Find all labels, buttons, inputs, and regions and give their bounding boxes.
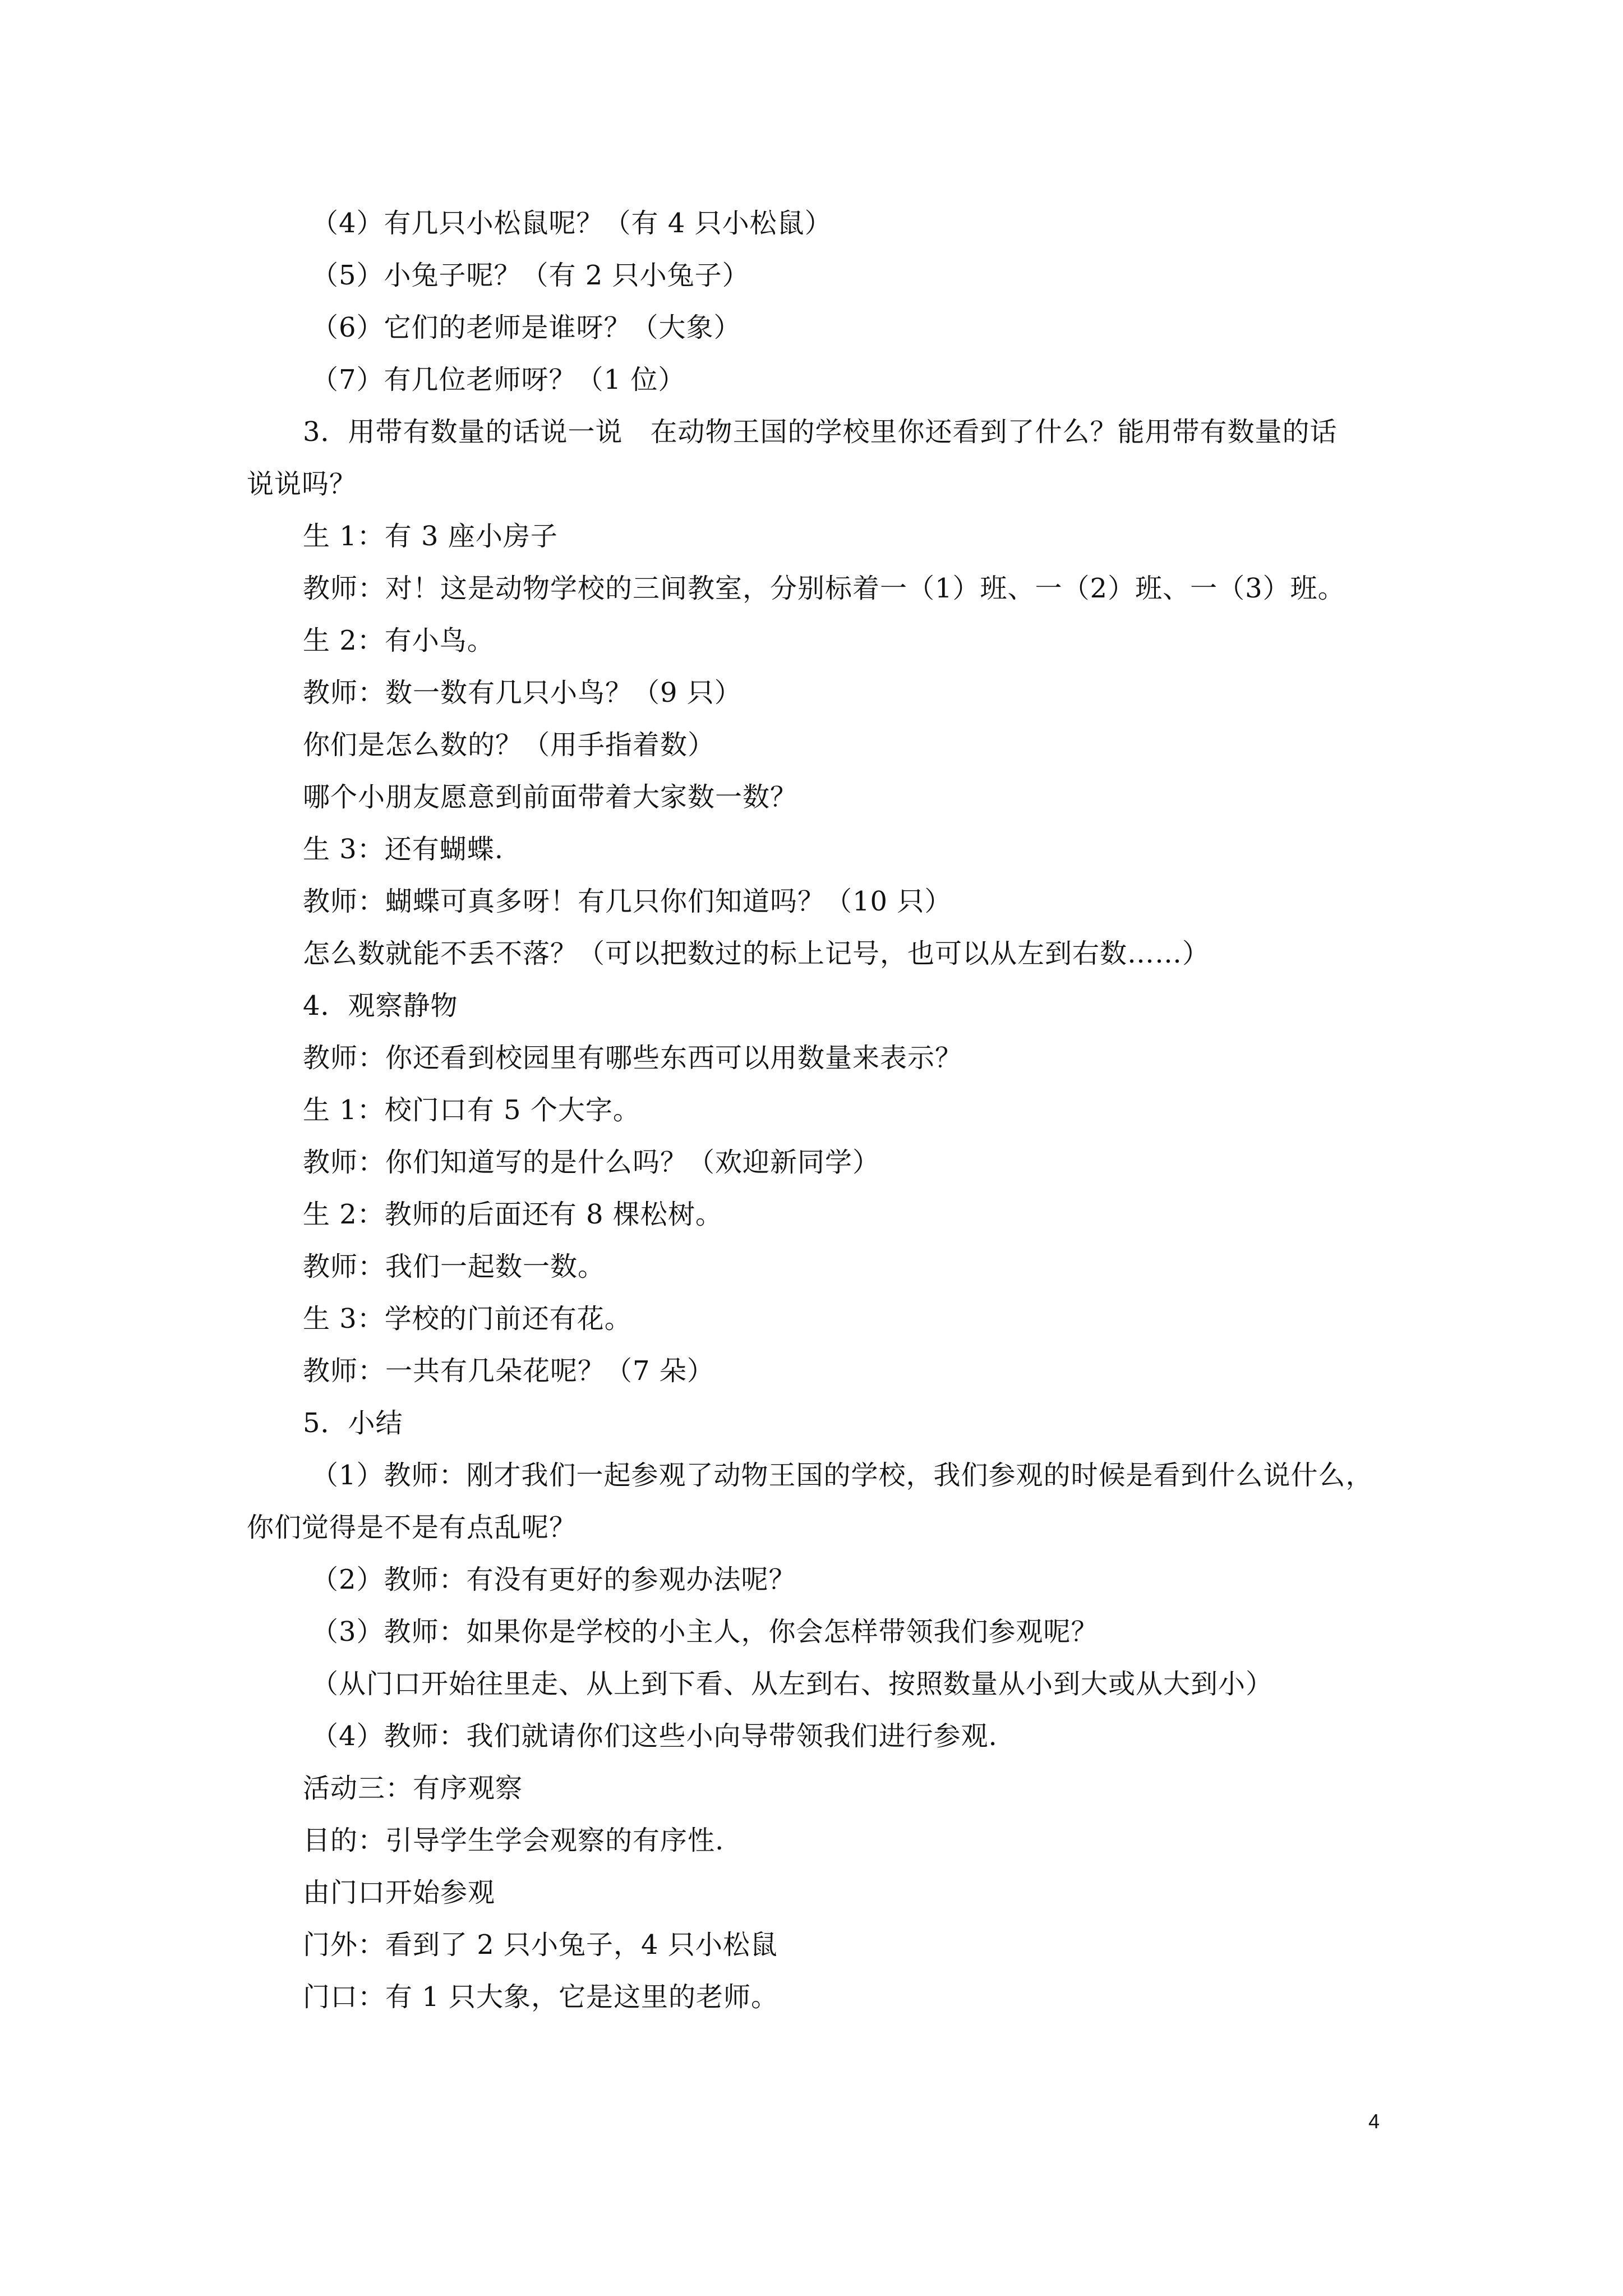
- text-line: 教师：你们知道写的是什么吗？（欢迎新同学）: [303, 1147, 880, 1178]
- text-line: （从门口开始往里走、从上到下看、从左到右、按照数量从小到大或从大到小）: [311, 1668, 1274, 1700]
- text-line: 你们是怎么数的？（用手指着数）: [303, 729, 716, 761]
- text-line: 生 2：教师的后面还有 8 棵松树。: [303, 1199, 723, 1230]
- text-line: 教师：你还看到校园里有哪些东西可以用数量来表示？: [303, 1042, 963, 1074]
- text-line: 生 3：学校的门前还有花。: [303, 1303, 632, 1335]
- text-line: 教师：蝴蝶可真多呀！有几只你们知道吗？（10 只）: [303, 886, 952, 917]
- text-line: （2）教师：有没有更好的参观办法呢？: [311, 1564, 796, 1595]
- text-line: （7）有几位老师呀？（1 位）: [311, 364, 686, 395]
- text-line: 你们觉得是不是有点乱呢？: [247, 1512, 577, 1543]
- text-line: （3）教师：如果你是学校的小主人，你会怎样带领我们参观呢？: [311, 1616, 1099, 1648]
- text-line: 生 2：有小鸟。: [303, 625, 495, 656]
- text-line: 说说吗？: [247, 468, 357, 500]
- text-line: 门口：有 1 只大象，它是这里的老师。: [303, 1981, 779, 2013]
- text-line: （5）小兔子呢？（有 2 只小兔子）: [311, 260, 750, 291]
- text-line: 生 3：还有蝴蝶.: [303, 834, 504, 865]
- text-line: 3．用带有数量的话说一说 在动物王国的学校里你还看到了什么？能用带有数量的话: [303, 416, 1338, 448]
- text-line: 目的：引导学生学会观察的有序性.: [303, 1825, 725, 1856]
- text-line: 生 1：校门口有 5 个大字。: [303, 1094, 640, 1126]
- page-number: 4: [1368, 2110, 1380, 2133]
- text-line: 教师：对！这是动物学校的三间教室，分别标着一（1）班、一（2）班、一（3）班。: [303, 573, 1345, 604]
- text-line: 教师：一共有几朵花呢？（7 朵）: [303, 1355, 714, 1387]
- section-heading: 4．观察静物: [303, 990, 458, 1022]
- text-line: 哪个小朋友愿意到前面带着大家数一数？: [303, 781, 798, 813]
- text-line: 门外：看到了 2 只小兔子，4 只小松鼠: [303, 1929, 778, 1961]
- text-line: 教师：数一数有几只小鸟？（9 只）: [303, 677, 742, 708]
- text-line: （6）它们的老师是谁呀？（大象）: [311, 312, 741, 343]
- text-line: 教师：我们一起数一数。: [303, 1251, 606, 1282]
- text-line: 怎么数就能不丢不落？（可以把数过的标上记号，也可以从左到右数……）: [303, 938, 1210, 969]
- text-line: （4）教师：我们就请你们这些小向导带领我们进行参观.: [311, 1720, 998, 1752]
- text-line: 由门口开始参观: [303, 1877, 496, 1908]
- text-line: （1）教师：刚才我们一起参观了动物王国的学校，我们参观的时候是看到什么说什么，: [311, 1460, 1373, 1491]
- text-line: （4）有几只小松鼠呢？（有 4 只小松鼠）: [311, 208, 832, 239]
- section-heading: 活动三：有序观察: [303, 1773, 523, 1804]
- section-heading: 5．小结: [303, 1407, 403, 1439]
- text-line: 生 1：有 3 座小房子: [303, 521, 558, 552]
